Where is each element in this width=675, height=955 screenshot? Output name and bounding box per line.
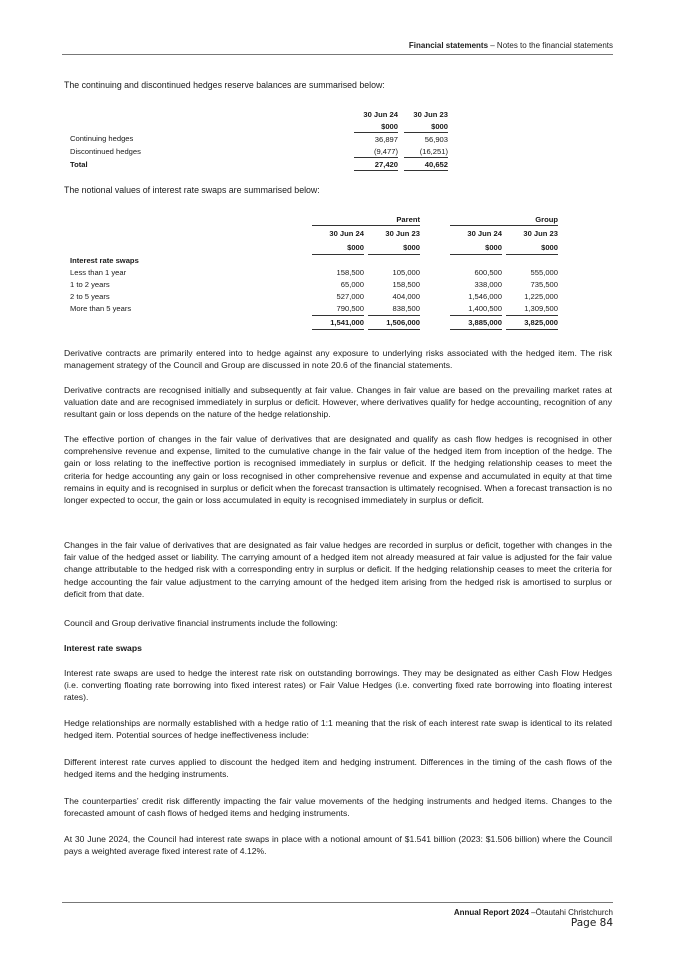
swap-section-label: Interest rate swaps <box>70 255 139 265</box>
cell-value: 404,000 <box>392 292 420 301</box>
table-row <box>70 145 448 158</box>
row-label: Discontinued hedges <box>70 146 141 156</box>
reserve-col-header: 30 Jun 24 <box>363 109 398 119</box>
group-header: Group <box>450 213 558 226</box>
body-paragraph: Different interest rate curves applied to discount the hedged item and hedging instrument. Differences in the timing of the cash flows of the hedged items and the hedging instruments. <box>64 757 612 780</box>
row-label: More than 5 years <box>70 304 132 314</box>
footer-subtitle: –Ōtautahi Christchurch <box>528 908 613 917</box>
table-total-row <box>70 315 558 329</box>
swap-unit: $000 <box>506 242 558 255</box>
row-label: 2 to 5 years <box>70 292 110 301</box>
header-section: Financial statements <box>408 41 489 50</box>
swap-intro: The notional values of interest rate swaps are summarised below: <box>64 185 320 195</box>
body-paragraph: Council and Group derivative financial instruments include the following: <box>64 618 338 628</box>
cell-value: 735,500 <box>530 280 558 289</box>
table-row <box>70 267 558 279</box>
cell-value: 105,000 <box>392 268 420 277</box>
total-value: 1,506,000 <box>368 315 420 329</box>
cell-value: 1,309,500 <box>506 303 558 316</box>
footer-title: Annual Report 2024 <box>453 908 529 917</box>
page-number: Page 84 <box>570 917 613 929</box>
row-label: 1 to 2 years <box>70 280 110 289</box>
page-header <box>62 41 613 50</box>
cell-value: 1,546,000 <box>468 292 502 301</box>
reserve-intro: The continuing and discontinued hedges reserve balances are summarised below: <box>64 80 385 90</box>
body-paragraph: Changes in the fair value of derivatives that are designated as fair value hedges are recorded in surplus or deficit, together with changes in the fair value of the hedged asset or liability. The carrying amount of a hedged item not already measured at fair value is adjusted for the fair value change attributable to the hedged risk with a corresponding entry in surplus or deficit. If the hedging relationship ceases to meet the criteria for hedge accounting the fair value adjustment to the carrying amount of the hedged item arising from the hedged risk is amortised to surplus or deficit from that date. <box>64 540 612 599</box>
total-value: 1,541,000 <box>312 315 364 329</box>
body-paragraph: At 30 June 2024, the Council had interest rate swaps in place with a notional amount of $1.541 billion (2023: $1.506 billion) where the Council pays a weighted average fixed interest rate of 4.12%. <box>64 834 612 857</box>
cell-value: (16,251) <box>404 145 448 158</box>
total-value: 3,885,000 <box>450 315 502 329</box>
body-paragraph: Derivative contracts are primarily entered into to hedge against any exposure to underlying risks associated with the hedged item. The risk management strategy of the Council and Group are discussed in note 20.6 of the financial statements. <box>64 348 612 371</box>
cell-value: 158,500 <box>336 268 364 277</box>
total-value: 3,825,000 <box>506 315 558 329</box>
body-paragraph: The effective portion of changes in the fair value of derivatives that are designated and qualify as cash flow hedges is recognised in other comprehensive revenue and expense, limited to the cumulative change in the fair value of the hedged item from inception of the hedge. The gain or loss relating to the ineffective portion is recognised immediately in surplus or deficit. If the hedging relationship ceases to meet the criteria for hedge accounting any gain or loss recognised in other comprehensive revenue and expense and accumulated in equity at that time remains in equity and is recognised in surplus or deficit when the forecast transaction is ultimately recognised. When a forecast transaction is no longer expected to occur, the gain or loss accumulated in equity is recognised immediately in surplus or deficit. <box>64 434 612 506</box>
swap-col-header: 30 Jun 24 <box>329 229 364 239</box>
parent-header: Parent <box>312 213 420 226</box>
table-row <box>70 279 558 291</box>
table-total-row <box>70 158 448 171</box>
table-row <box>70 291 558 303</box>
section-heading: Interest rate swaps <box>64 643 142 653</box>
header-subsection: – Notes to the financial statements <box>488 41 613 50</box>
header-rule <box>62 54 613 55</box>
row-label: Less than 1 year <box>70 268 127 277</box>
cell-value: 838,500 <box>368 303 420 316</box>
cell-value: (9,477) <box>354 145 398 158</box>
cell-value: 790,500 <box>312 303 364 316</box>
cell-value: 527,000 <box>336 292 364 301</box>
cell-value: 40,652 <box>404 158 448 171</box>
footer-rule <box>62 902 613 903</box>
swap-col-header: 30 Jun 23 <box>385 229 420 239</box>
cell-value: 27,420 <box>354 158 398 171</box>
cell-value: 65,000 <box>340 280 364 289</box>
reserve-unit: $000 <box>354 120 398 133</box>
swap-unit: $000 <box>450 242 502 255</box>
cell-value: 1,400,500 <box>450 303 502 316</box>
body-paragraph: Hedge relationships are normally established with a hedge ratio of 1:1 meaning that the risk of each interest rate swap is identical to its related hedged item. Potential sources of hedge ineffectiveness include: <box>64 718 612 741</box>
swap-unit: $000 <box>368 242 420 255</box>
cell-value: 1,225,000 <box>524 292 558 301</box>
reserve-table <box>70 108 448 171</box>
reserve-unit: $000 <box>404 120 448 133</box>
swap-table <box>70 213 558 330</box>
swap-col-header: 30 Jun 24 <box>467 229 502 239</box>
cell-value: 338,000 <box>474 280 502 289</box>
swap-unit: $000 <box>312 242 364 255</box>
table-row <box>70 303 558 316</box>
body-paragraph: Interest rate swaps are used to hedge the interest rate risk on outstanding borrowings. They may be designated as either Cash Flow Hedges (i.e. converting floating rate borrowing into fixed interest rates) or Fair Value Hedges (i.e. converting fixed rate borrowing into floating interest rates). <box>64 668 612 703</box>
cell-value: 600,500 <box>474 268 502 277</box>
cell-value: 555,000 <box>530 268 558 277</box>
cell-value: 158,500 <box>392 280 420 289</box>
cell-value: 56,903 <box>424 134 448 144</box>
row-label: Total <box>70 159 88 169</box>
body-paragraph: The counterparties’ credit risk differently impacting the fair value movements of the hedging instruments and hedged items. Changes to the forecasted amount of cash flows of hedged items and hedging instruments. <box>64 796 612 819</box>
body-paragraph: Derivative contracts are recognised initially and subsequently at fair value. Changes in fair value are based on the prevailing market rates at valuation date and are recognised immediately in surplus or deficit. However, where derivatives qualify for hedge accounting, recognition of any resultant gain or loss depends on the nature of the hedge relationship. <box>64 385 612 420</box>
row-label: Continuing hedges <box>70 134 134 144</box>
page-footer <box>454 908 613 917</box>
swap-col-header: 30 Jun 23 <box>523 229 558 239</box>
reserve-col-header: 30 Jun 23 <box>413 109 448 119</box>
table-row <box>70 133 448 146</box>
cell-value: 36,897 <box>374 134 398 144</box>
